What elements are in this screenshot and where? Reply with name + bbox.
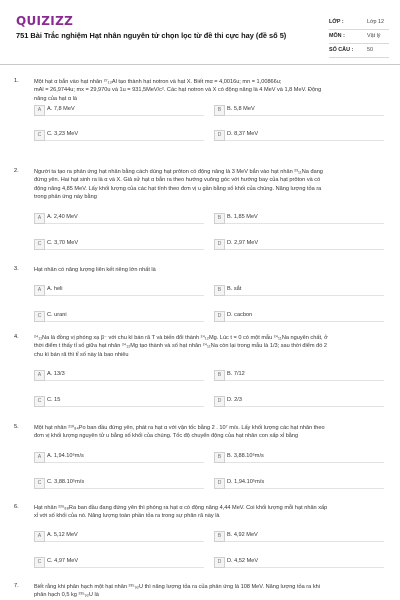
question-text-line: Một hạt nhân ²¹⁰₈₄Po ban đầu đứng yên, phát ra hạt α với vận tốc bằng 2 . 10⁷ m/s. Lấy khối lượng các hạt nhân theo: [34, 425, 325, 431]
option-text: A. heli: [47, 286, 63, 292]
answer-option[interactable]: [34, 310, 204, 322]
question-text-line: Một hạt α bắn vào hạt nhân ²⁷₁₃Al tạo thành hạt notron và hạt X. Biết mα = 4,0016u; mn = 1,00866u;: [34, 79, 282, 85]
question-number: 4.: [14, 334, 19, 340]
question-text: [34, 334, 382, 359]
option-text: A. 13/3: [47, 371, 65, 377]
option-text: C. 15: [47, 397, 61, 403]
answer-option[interactable]: [214, 104, 384, 116]
question-text: [34, 78, 382, 103]
option-letter-box: C: [34, 239, 45, 250]
option-text: A. 1,94.10⁶m/s: [47, 453, 84, 459]
meta-label: SỐ CÂU :: [329, 47, 354, 53]
quizizz-logo: QUIZIZZ: [16, 14, 74, 28]
option-letter-box: D: [214, 130, 225, 141]
answer-option[interactable]: [34, 284, 204, 296]
option-text: B. 4,92 MeV: [227, 532, 258, 538]
question-text-line: chu kì bán rã thì tỉ số này là bao nhiêu: [34, 351, 129, 358]
question-number: 2.: [14, 168, 19, 174]
question-text-line: xỉ với số khối của nó. Năng lượng toàn phần tỏa ra trong sự phân rã này là: [34, 513, 220, 520]
option-letter-box: A: [34, 105, 45, 116]
option-letter-box: B: [214, 370, 225, 381]
answer-option[interactable]: [34, 477, 204, 489]
option-text: A. 5,12 MeV: [47, 532, 78, 538]
quiz-title: 751 Bài Trắc nghiệm Hạt nhân nguyên tử chọn lọc từ đề thi cực hay (đề số 5): [16, 31, 287, 40]
question-text-line: Hạt nhân có năng lượng liên kết riêng lớn nhất là: [34, 267, 156, 273]
option-text: D. 1,94.10⁵m/s: [227, 479, 265, 485]
question-text-line: Người ta tạo ra phản ứng hạt nhân bằng cách dùng hạt prôton có động năng là 3 MeV bắn vào hạt nhân ²³₁₁Na đang: [34, 169, 323, 175]
meta-value: Vật lý: [367, 33, 381, 39]
option-text: C. 3,70 MeV: [47, 240, 79, 246]
option-letter-box: D: [214, 557, 225, 568]
option-letter-box: D: [214, 239, 225, 250]
answer-option[interactable]: [214, 477, 384, 489]
answer-option[interactable]: [34, 451, 204, 463]
option-letter-box: C: [34, 396, 45, 407]
option-letter-box: A: [34, 531, 45, 542]
answer-option[interactable]: [214, 129, 384, 141]
option-letter-box: C: [34, 557, 45, 568]
option-letter-box: A: [34, 213, 45, 224]
question-text: [34, 424, 382, 441]
question-text-line: mAl = 26,9744u; mx = 29,970u và 1u = 931,5MeV/c². Các hạt notron và X có động năng là 4 MeV và 1,8 MeV. Động: [34, 87, 322, 94]
option-letter-box: B: [214, 452, 225, 463]
answer-option[interactable]: [214, 310, 384, 322]
option-text: D. 2,97 MeV: [227, 240, 259, 246]
answer-option[interactable]: [34, 129, 204, 141]
question-number: 3.: [14, 266, 19, 272]
answer-option[interactable]: [34, 369, 204, 381]
answer-option[interactable]: [214, 238, 384, 250]
question-text-line: Hạt nhân ²²⁶₈₈Ra ban đầu đang đứng yên thì phóng ra hạt α có động năng 4,44 MeV. Coi khối lượng mỗi hạt nhân xấp: [34, 505, 328, 511]
question-text: [34, 504, 382, 521]
question-number: 6.: [14, 504, 19, 510]
meta-value: Lớp 12: [367, 19, 385, 25]
option-text: B. 1,85 MeV: [227, 214, 258, 220]
question-text: [34, 583, 382, 600]
option-text: B. 7/12: [227, 371, 245, 377]
option-letter-box: C: [34, 130, 45, 141]
option-text: D. cacbon: [227, 312, 253, 318]
option-text: B. sắt: [227, 286, 242, 292]
answer-option[interactable]: [214, 212, 384, 224]
option-letter-box: A: [34, 370, 45, 381]
option-text: D. 4,52 MeV: [227, 558, 259, 564]
question-text-line: thời điểm t thấy tỉ số giữa hạt nhân ²⁴₁₂Mg tạo thành và số hạt nhân ²⁴₁₁Na còn lại trong mẫu là 1/3; sau thời điểm đó 2: [34, 343, 328, 350]
answer-option[interactable]: [34, 104, 204, 116]
option-text: C. 3,88.10⁵m/s: [47, 479, 85, 485]
answer-option[interactable]: [214, 369, 384, 381]
option-letter-box: D: [214, 396, 225, 407]
option-text: D. 2/3: [227, 397, 242, 403]
question-number: 1.: [14, 78, 19, 84]
option-letter-box: B: [214, 531, 225, 542]
option-letter-box: A: [34, 285, 45, 296]
option-text: C. 3,23 MeV: [47, 131, 79, 137]
question-text: [34, 168, 382, 201]
answer-option[interactable]: [214, 395, 384, 407]
meta-label: MÔN :: [329, 33, 345, 39]
option-text: C. urani: [47, 312, 67, 318]
option-letter-box: B: [214, 285, 225, 296]
answer-option[interactable]: [34, 395, 204, 407]
meta-value: 50: [367, 47, 373, 53]
option-letter-box: B: [214, 105, 225, 116]
answer-option[interactable]: [34, 556, 204, 568]
question-text-line: phân hạch 0,5 kg ²³⁵₉₂U là: [34, 592, 99, 599]
option-text: D. 8,37 MeV: [227, 131, 259, 137]
option-letter-box: A: [34, 452, 45, 463]
option-text: B. 3,88.10⁶m/s: [227, 453, 264, 459]
answer-option[interactable]: [34, 212, 204, 224]
option-letter-box: D: [214, 311, 225, 322]
question-text-line: đơn vị khối lượng nguyên tử u bằng số khối của chúng. Tốc độ chuyển động của hạt nhân con xấp xỉ bằng: [34, 433, 299, 440]
option-letter-box: B: [214, 213, 225, 224]
option-letter-box: D: [214, 478, 225, 489]
question-text-line: ²⁴₁₁Na là đồng vị phóng xạ β⁻ với chu kì bán rã T và biến đổi thành ²⁴₁₂Mg. Lúc t = 0 có một mẫu ²⁴₁₁Na nguyên chất, ở: [34, 335, 328, 341]
option-text: C. 4,97 MeV: [47, 558, 79, 564]
option-text: A. 7,8 MeV: [47, 106, 75, 112]
option-letter-box: C: [34, 478, 45, 489]
question-text-line: đứng yên. Hai hạt sinh ra là α và X. Giả sử hạt α bắn ra theo hướng vuông góc với hướng bay của hạt prôton và có: [34, 177, 321, 184]
option-letter-box: C: [34, 311, 45, 322]
question-number: 7.: [14, 583, 19, 589]
question-text-line: Biết rằng khi phân hạch một hạt nhân ²³⁵₉₂U thì năng lượng tỏa ra của phản ứng là 108 MeV. Năng lượng tỏa ra khi: [34, 584, 320, 590]
answer-option[interactable]: [214, 530, 384, 542]
answer-option[interactable]: [34, 238, 204, 250]
meta-label: LỚP :: [329, 19, 344, 25]
question-text-line: trong phản ứng này bằng: [34, 193, 97, 200]
question-text: [34, 266, 382, 274]
answer-option[interactable]: [214, 556, 384, 568]
question-text-line: động năng 4,85 MeV. Lấy khối lượng của các hạt tính theo đơn vị u gần bằng số khối của chúng. Năng lượng tỏa ra: [34, 185, 322, 192]
option-text: B. 5,8 MeV: [227, 106, 255, 112]
option-text: A. 2,40 MeV: [47, 214, 78, 220]
question-number: 5.: [14, 424, 19, 430]
answer-option[interactable]: [214, 284, 384, 296]
answer-option[interactable]: [214, 451, 384, 463]
question-text-line: năng của hạt α là: [34, 95, 78, 102]
answer-option[interactable]: [34, 530, 204, 542]
